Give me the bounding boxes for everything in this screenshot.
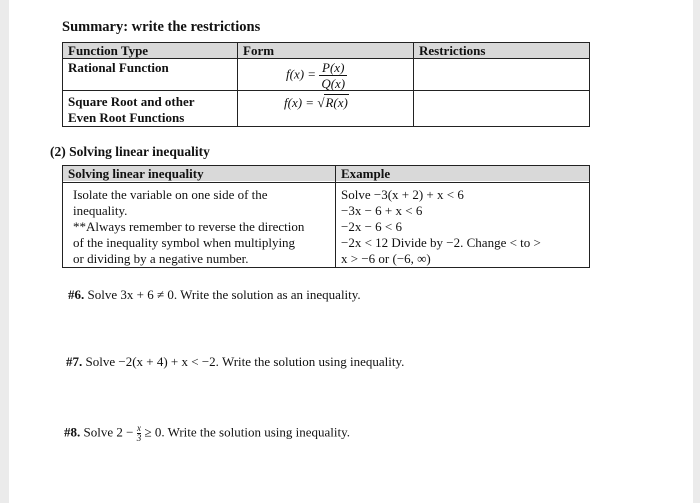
problem-7: #7. Solve −2(x + 4) + x < −2. Write the solution using inequality.: [66, 354, 405, 369]
left-page-edge: [0, 0, 9, 503]
rational-fraction: $\frac{P(x)}{Q(x)}$: [321, 60, 346, 91]
row-root-type-line1: Square Root and other: [68, 94, 195, 109]
left-line: or dividing by a negative number.: [73, 251, 249, 266]
left-line: of the inequality symbol when multiplying: [73, 235, 296, 250]
problem-8: #8. Solve 2 − $\frac{x}{3}$ ≥ 0. Write the solution using inequality.: [64, 423, 351, 443]
header-solving: Solving linear inequality: [68, 166, 204, 181]
row-root-type-line2: Even Root Functions: [68, 110, 185, 125]
header-example: Example: [341, 166, 391, 181]
example-line: x > −6 or (−6, ∞): [341, 251, 431, 266]
header-function-type: Function Type: [68, 43, 149, 58]
row-rational-type: Rational Function: [68, 60, 169, 75]
example-line: Solve −3(x + 2) + x < 6: [341, 187, 464, 202]
rational-restrictions-cell[interactable]: [419, 60, 584, 88]
problem-6: #6. Solve 3x + 6 ≠ 0. Write the solution as an inequality.: [68, 287, 361, 302]
example-line: −2x < 12 Divide by −2. Change < to >: [341, 235, 541, 250]
summary-heading: Summary: write the restrictions: [62, 19, 261, 35]
left-line: inequality.: [73, 203, 128, 218]
linear-heading: (2) Solving linear inequality: [50, 144, 210, 159]
root-restrictions-cell[interactable]: [419, 93, 584, 123]
rational-form: f(x) = $\frac{P(x)}{Q(x)}$: [286, 60, 346, 91]
left-line: **Always remember to reverse the direction: [73, 219, 305, 234]
left-line: Isolate the variable on one side of the: [73, 187, 268, 202]
right-page-edge: [693, 0, 700, 503]
header-form: Form: [243, 43, 275, 58]
example-line: −2x − 6 < 6: [341, 219, 402, 234]
header-restrictions: Restrictions: [419, 43, 486, 58]
problem-8-fraction: $\frac{x}{3}$: [136, 423, 142, 443]
example-line: −3x − 6 + x < 6: [341, 203, 423, 218]
root-form: f(x) = √R(x): [284, 95, 348, 110]
